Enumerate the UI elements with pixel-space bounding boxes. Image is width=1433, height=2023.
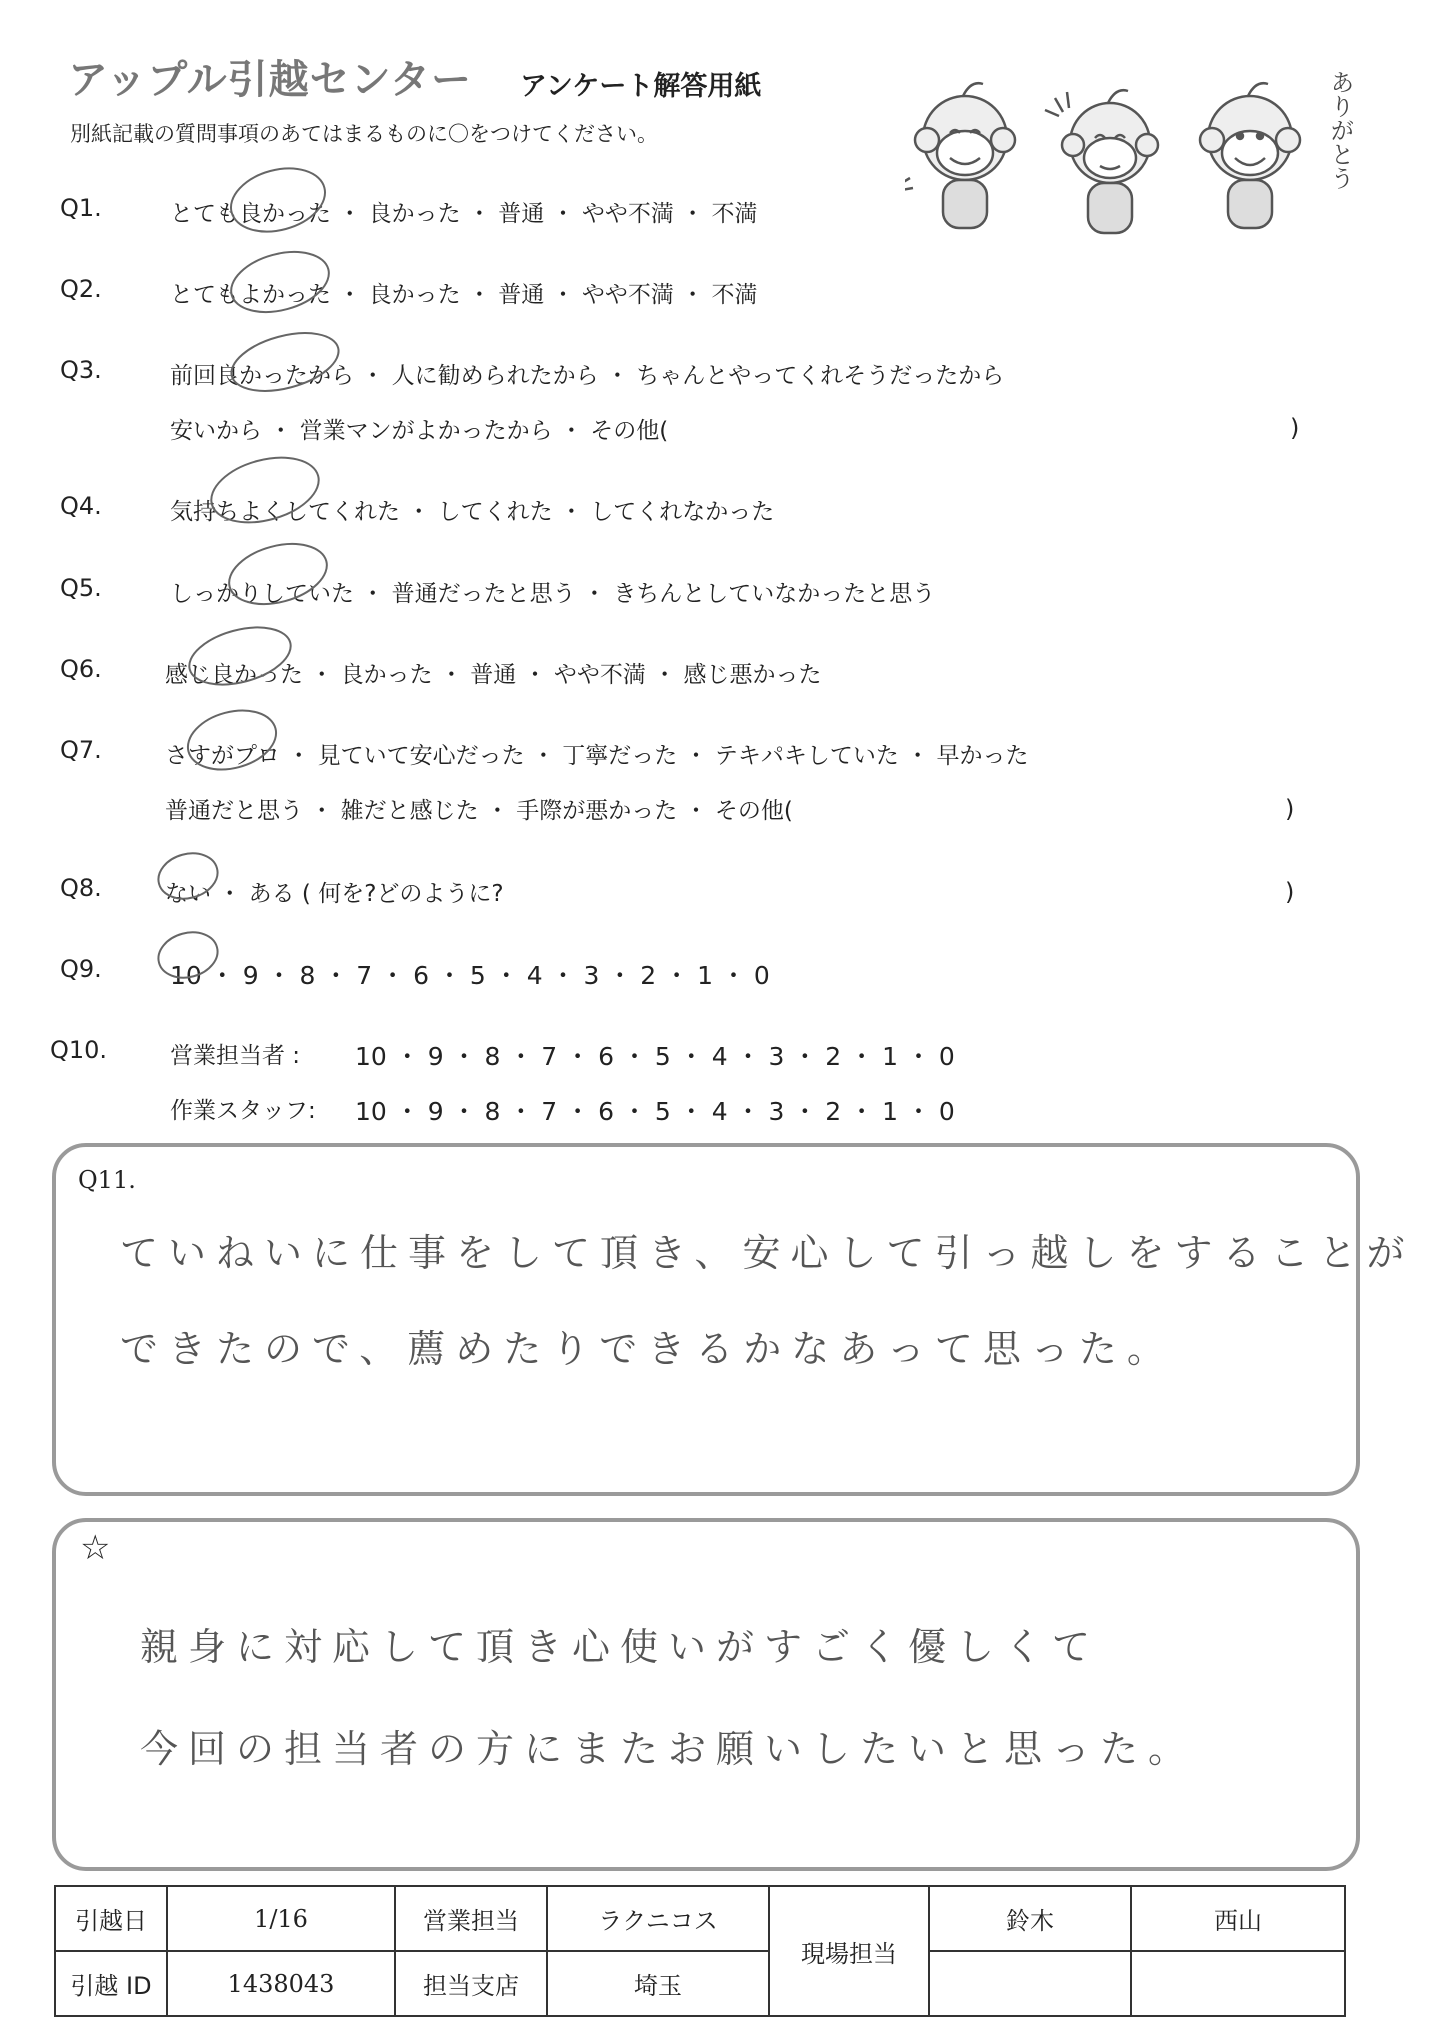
sales-value: ラクニコス	[547, 1886, 769, 1951]
q10-sales-label: 営業担当者 :	[170, 1043, 301, 1069]
q3-options-line2[interactable]: 安いから ・ 営業マンがよかったから ・ その他(	[170, 418, 669, 444]
q2-options[interactable]: とてもよかった ・ 良かった ・ 普通 ・ やや不満 ・ 不満	[170, 282, 758, 308]
q11-comment-line2: できたので、薦めたりできるかなあって思った。	[120, 1327, 1175, 1371]
q7-label: Q7.	[60, 736, 102, 764]
thanks-text: ありがとう	[1326, 70, 1354, 190]
q5-label: Q5.	[60, 574, 102, 602]
star-comment-box	[52, 1518, 1360, 1871]
q8-selection-circle	[153, 847, 222, 905]
sales-label: 営業担当	[395, 1886, 547, 1951]
branch-label: 担当支店	[395, 1951, 547, 2016]
site-staff-1: 鈴木	[929, 1886, 1131, 1951]
branch-value: 埼玉	[547, 1951, 769, 2016]
q8-options[interactable]: ない ・ ある ( 何を?どのように?	[165, 881, 504, 907]
instruction-text: 別紙記載の質問事項のあてはまるものに〇をつけてください。	[70, 122, 658, 146]
q10-sales-scale[interactable]: 10 ・ 9 ・ 8 ・ 7 ・ 6 ・ 5 ・ 4 ・ 3 ・ 2 ・ 1 ・ 0	[355, 1042, 955, 1071]
q3-selection-circle	[225, 323, 345, 402]
q1-options[interactable]: とても良かった ・ 良かった ・ 普通 ・ やや不満 ・ 不満	[170, 201, 758, 227]
q2-selection-circle	[224, 242, 335, 322]
q7-close-paren: )	[1285, 795, 1295, 823]
q3-label: Q3.	[60, 356, 102, 384]
q6-options[interactable]: 感じ良かった ・ 良かった ・ 普通 ・ やや不満 ・ 感じ悪かった	[165, 662, 822, 688]
q10-staff-scale[interactable]: 10 ・ 9 ・ 8 ・ 7 ・ 6 ・ 5 ・ 4 ・ 3 ・ 2 ・ 1 ・ 0	[355, 1097, 955, 1126]
q8-label: Q8.	[60, 874, 102, 902]
q9-scale[interactable]: 10 ・ 9 ・ 8 ・ 7 ・ 6 ・ 5 ・ 4 ・ 3 ・ 2 ・ 1 ・ 0	[170, 961, 770, 990]
q8-close-paren: )	[1285, 878, 1295, 906]
q9-label: Q9.	[60, 955, 102, 983]
q7-selection-circle	[181, 701, 282, 778]
move-date-label: 引越日	[55, 1886, 167, 1951]
q11-comment-line1: ていねいに仕事をして頂き、安心して引っ越しをすることが	[120, 1231, 1415, 1275]
q5-options[interactable]: しっかりしていた ・ 普通だったと思う ・ きちんとしていなかったと思う	[170, 581, 936, 607]
q3-options-line1[interactable]: 前回良かったから ・ 人に勧められたから ・ ちゃんとやってくれそうだったから	[170, 363, 1005, 389]
form-subtitle: アンケート解答用紙	[520, 71, 762, 102]
q1-selection-circle	[224, 159, 332, 242]
q7-options-line2[interactable]: 普通だと思う ・ 雑だと感じた ・ 手際が悪かった ・ その他(	[165, 798, 793, 824]
q6-label: Q6.	[60, 655, 102, 683]
move-id-label: 引越 ID	[55, 1951, 167, 2016]
move-date-value: 1/16	[167, 1886, 395, 1951]
q11-label: Q11.	[78, 1166, 136, 1194]
star-icon: ☆	[80, 1528, 111, 1568]
site-staff-empty-2	[1131, 1951, 1345, 2016]
star-comment-line1: 親身に対応して頂き心使いがすごく優しくて	[140, 1625, 1101, 1669]
q2-label: Q2.	[60, 275, 102, 303]
q10-label: Q10.	[50, 1036, 108, 1064]
q7-options-line1[interactable]: さすがプロ ・ 見ていて安心だった ・ 丁寧だった ・ テキパキしていた ・ 早かった	[165, 743, 1029, 769]
company-title: アップル引越センター	[68, 57, 472, 103]
move-id-value: 1438043	[167, 1951, 395, 2016]
q4-label: Q4.	[60, 492, 102, 520]
q5-selection-circle	[222, 534, 333, 614]
q10-staff-label: 作業スタッフ:	[170, 1098, 316, 1124]
q3-close-paren: )	[1290, 414, 1300, 442]
q1-label: Q1.	[60, 194, 102, 222]
site-staff-empty-1	[929, 1951, 1131, 2016]
star-comment-line2: 今回の担当者の方にまたお願いしたいと思った。	[140, 1727, 1197, 1771]
site-label: 現場担当	[769, 1886, 929, 2016]
q4-options[interactable]: 気持ちよくしてくれた ・ してくれた ・ してくれなかった	[170, 499, 775, 525]
q9-selection-circle	[153, 926, 222, 984]
site-staff-2: 西山	[1131, 1886, 1345, 1951]
footer-info-table	[54, 1885, 1346, 2017]
q6-selection-circle	[183, 617, 297, 694]
q4-selection-circle	[204, 447, 326, 533]
